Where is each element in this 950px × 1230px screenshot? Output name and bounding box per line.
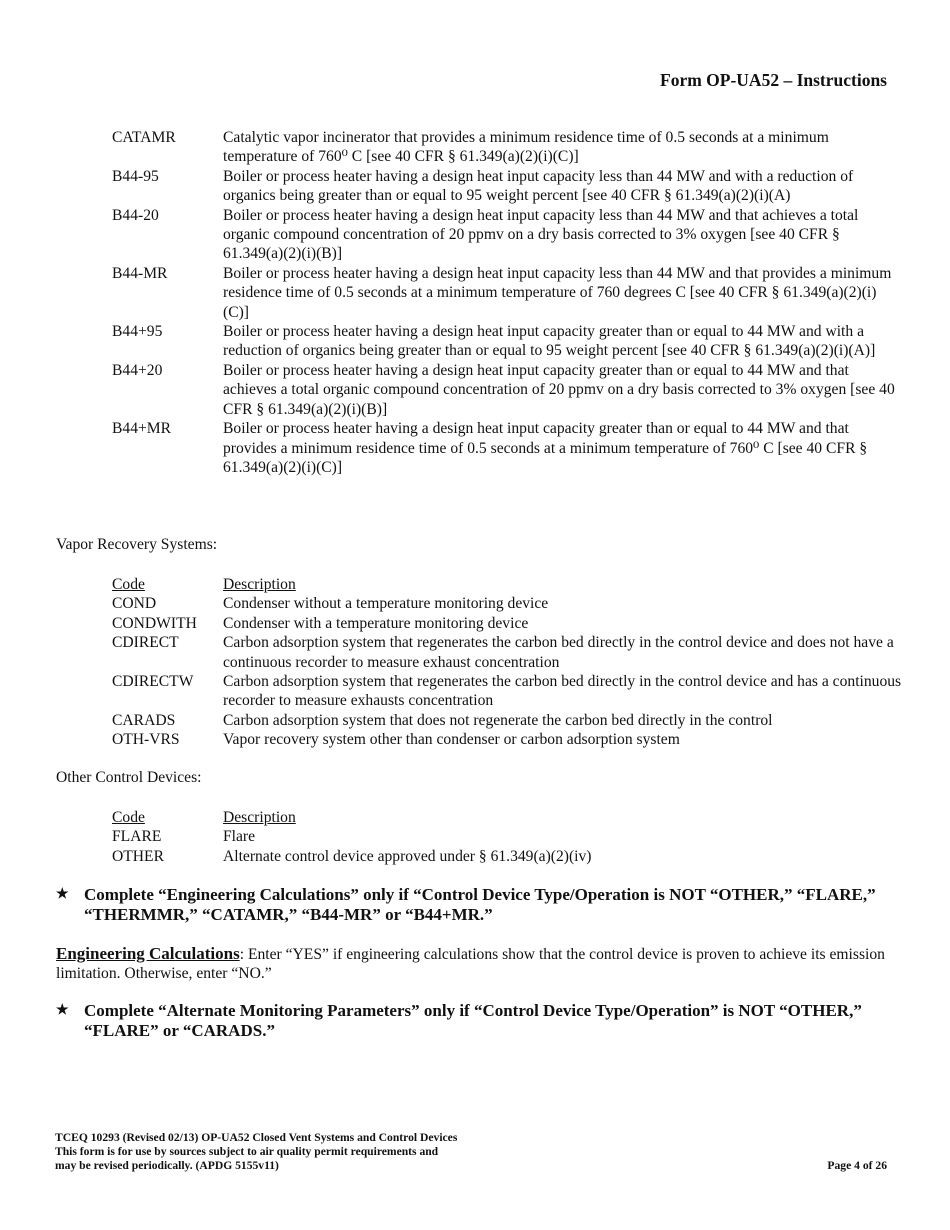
table-row xyxy=(112,633,902,672)
device-description: Boiler or process heater having a design heat input capacity less than 44 MW and that provides a minimum residence time of 0.5 seconds at a minimum temperature of 760 degrees C [see 40 CFR § 61.349(a)(2)(i)(C)] xyxy=(223,264,892,321)
other-devices-code-table xyxy=(112,808,902,866)
table-row xyxy=(112,711,902,730)
table-row xyxy=(112,827,902,846)
device-description: Boiler or process heater having a design heat input capacity greater than or equal to 44 MW and with a reduction of organics being greater than or equal to 95 weight percent [see 40 CFR § 61.349(a)(2)(i)(A)] xyxy=(223,323,876,360)
device-code: COND xyxy=(112,595,157,613)
device-code: CDIRECTW xyxy=(112,673,194,691)
code-column-header: Code xyxy=(112,809,145,826)
note-text: Complete “Engineering Calculations” only if “Control Device Type/Operation is NOT “OTHER,” “FLARE,” “THERMMR,” “CATAMR,” “B44-MR” or “B44+MR.” xyxy=(84,885,876,924)
engineering-calculations-text: : Enter “YES” if engineering calculations show that the control device is proven to achieve its emission limitation. Otherwise, enter “NO.” xyxy=(56,946,885,983)
device-code: B44-MR xyxy=(112,264,168,282)
page-title: Form OP-UA52 – Instructions xyxy=(660,70,887,90)
engineering-calculations-paragraph xyxy=(56,944,901,984)
table-row xyxy=(112,206,902,264)
device-code: CARADS xyxy=(112,711,176,729)
combustion-device-code-table xyxy=(112,128,902,477)
other-devices-label: Other Control Devices: xyxy=(56,769,202,786)
device-code: B44-95 xyxy=(112,167,159,185)
table-row xyxy=(112,419,902,477)
engineering-calculations-note xyxy=(56,885,876,924)
device-description: Flare xyxy=(223,828,256,846)
device-code: CATAMR xyxy=(112,129,176,146)
device-description: Condenser with a temperature monitoring device xyxy=(223,614,529,632)
device-code: FLARE xyxy=(112,828,162,846)
note-text: Complete “Alternate Monitoring Parameters” only if “Control Device Type/Operation” is NOT “OTHER,” “FLARE” or “CARADS.” xyxy=(84,1001,862,1040)
table-row xyxy=(112,361,902,419)
device-description: Carbon adsorption system that regenerates the carbon bed directly in the control device and does not have a continuous recorder to measure exhaust concentration xyxy=(223,634,894,671)
device-description: Catalytic vapor incinerator that provides a minimum residence time of 0.5 seconds at a minimum temperature of 760⁰ C [see 40 CFR § 61.349(a)(2)(i)(C)] xyxy=(223,129,829,166)
table-header-row xyxy=(112,808,902,827)
alternate-monitoring-note xyxy=(56,1001,876,1040)
device-description: Carbon adsorption system that regenerates the carbon bed directly in the control device and has a continuous recorder to measure exhausts concentration xyxy=(223,673,902,710)
device-description: Boiler or process heater having a design heat input capacity greater than or equal to 44 MW and that provides a minimum residence time of 0.5 seconds at a minimum temperature of 760⁰ C [see 40 CFR § 61.349(a)(2)(i)(C)] xyxy=(223,420,868,476)
device-code: CDIRECT xyxy=(112,634,179,652)
footer-form-id: TCEQ 10293 (Revised 02/13) OP-UA52 Closed Vent Systems and Control Devices xyxy=(55,1131,458,1144)
footer-usage-note: This form is for use by sources subject to air quality permit requirements and xyxy=(55,1145,439,1158)
device-description: Boiler or process heater having a design heat input capacity less than 44 MW and with a reduction of organics being greater than or equal to 95 weight percent [see 40 CFR § 61.349(a)(2)(i)(A) xyxy=(223,167,854,205)
description-column-header: Description xyxy=(223,809,296,826)
vapor-recovery-code-table xyxy=(112,575,902,750)
description-column-header: Description xyxy=(223,576,296,593)
table-row xyxy=(112,594,902,613)
table-row xyxy=(112,614,902,633)
table-header-row xyxy=(112,575,902,594)
device-code: B44+20 xyxy=(112,361,163,379)
star-icon: ★ xyxy=(56,1003,69,1018)
engineering-calculations-term: Engineering Calculations xyxy=(56,944,240,963)
device-code: B44+MR xyxy=(112,420,172,438)
table-row xyxy=(112,847,902,866)
device-code: B44+95 xyxy=(112,323,163,341)
device-description: Boiler or process heater having a design heat input capacity greater than or equal to 44 MW and that achieves a total organic compound concentration of 20 ppmv on a dry basis corrected to 3% oxygen [see 40 CFR § 61.349(a)(2)(i)(B)] xyxy=(223,361,895,418)
device-description: Carbon adsorption system that does not regenerate the carbon bed directly in the control xyxy=(223,711,773,729)
vapor-recovery-label: Vapor Recovery Systems: xyxy=(56,536,218,553)
device-code: B44-20 xyxy=(112,206,159,224)
device-description: Vapor recovery system other than condenser or carbon adsorption system xyxy=(223,731,680,749)
table-row xyxy=(112,672,902,711)
table-row xyxy=(112,128,902,167)
table-row xyxy=(112,167,902,206)
device-code: OTH-VRS xyxy=(112,731,180,749)
device-description: Condenser without a temperature monitoring device xyxy=(223,595,549,613)
page-number: Page 4 of 26 xyxy=(827,1159,887,1172)
footer-revision-note: may be revised periodically. (APDG 5155v11) xyxy=(55,1159,279,1172)
device-description: Boiler or process heater having a design heat input capacity less than 44 MW and that achieves a total organic compound concentration of 20 ppmv on a dry basis corrected to 3% oxygen [see 40 CFR § 61.349(a)(2)(i)(B)] xyxy=(223,206,859,263)
device-code: OTHER xyxy=(112,847,164,865)
page-footer xyxy=(55,1131,457,1173)
device-code: CONDWITH xyxy=(112,614,197,632)
table-row xyxy=(112,730,902,749)
device-description: Alternate control device approved under § 61.349(a)(2)(iv) xyxy=(223,847,592,865)
table-row xyxy=(112,322,902,361)
table-row xyxy=(112,264,902,322)
star-icon: ★ xyxy=(56,887,69,902)
code-column-header: Code xyxy=(112,576,145,593)
